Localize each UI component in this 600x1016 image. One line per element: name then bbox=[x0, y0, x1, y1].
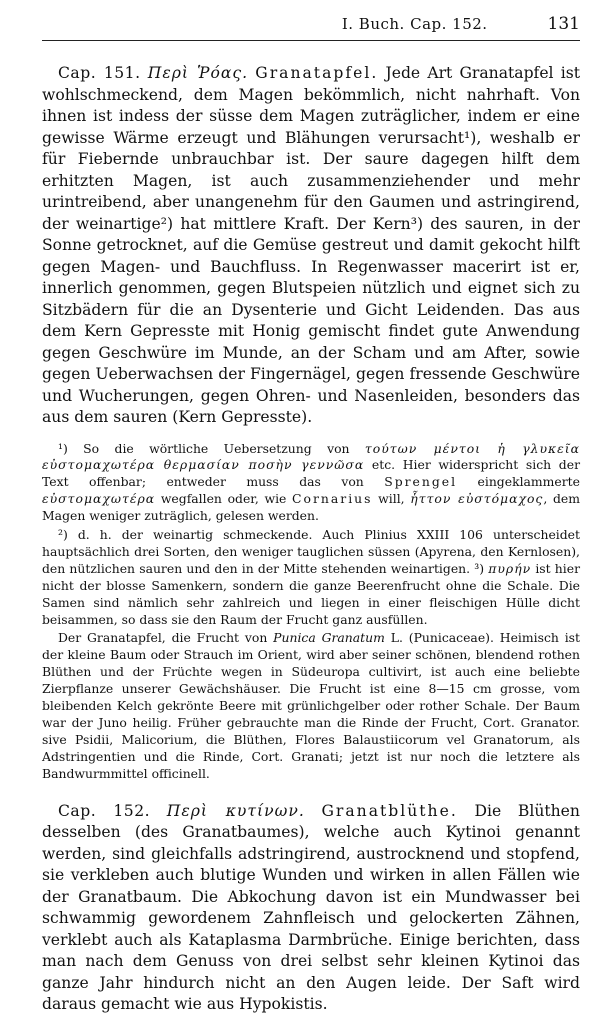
footnote-1-text-a: ¹) So die wörtliche Uebersetzung von bbox=[58, 440, 365, 456]
footnote-3-greek: πυρήν bbox=[488, 560, 532, 576]
chapter-151-german-title: Granatapfel. bbox=[255, 64, 379, 82]
page-header bbox=[42, 14, 580, 41]
page-number: 131 bbox=[547, 14, 580, 34]
footnote-1-greek-c: ἧττον εὐστόμαχος bbox=[410, 491, 544, 507]
botanical-note-species: Punica Granatum bbox=[273, 630, 385, 646]
footnote-1-text-f: , dem Magen weniger zuträglich, gelesen werden. bbox=[42, 491, 580, 524]
footnote-1-text-e: will, bbox=[372, 491, 411, 507]
footnote-1-greek-a: τούτων μέντοι ἡ γλυκεῖα εὐστομαχωτέρα θερμασίαν ποσὴν γεννῶσα bbox=[42, 440, 581, 473]
footnote-1-name-cornarius: Cornarius bbox=[292, 491, 373, 507]
chapter-152-number: Cap. 152. bbox=[58, 801, 151, 820]
footnote-1-text-d: wegfallen oder, wie bbox=[155, 491, 293, 507]
footnote-3-label: ³) bbox=[474, 560, 489, 576]
footnote-1-greek-b: εὐστομαχωτέρα bbox=[42, 491, 156, 507]
botanical-note-text-a: Der Granatapfel, die Frucht von bbox=[58, 630, 274, 646]
chapter-151-paragraph bbox=[42, 63, 580, 429]
footnote-1 bbox=[42, 441, 580, 526]
botanical-note bbox=[42, 630, 580, 782]
chapter-152-german-title: Granatblüthe. bbox=[321, 801, 458, 820]
footnote-3-text: ist hier nicht der blosse Samenkern, sondern die ganze Beerenfrucht ohne die Schale. Die Samen sind nämlich sehr zahlreich und liegen in einer fleischigen Hülle dicht beisammen, so dass sie den Raum der Frucht ganz ausfüllen. bbox=[42, 560, 580, 627]
footnote-1-text-c: eingeklammerte bbox=[457, 474, 580, 490]
footnote-1-text-b: etc. Hier widerspricht sich der Text offenbar; entweder muss das von bbox=[42, 457, 580, 490]
chapter-151-body: Jede Art Granatapfel ist wohlschmeckend, dem Magen bekömmlich, nicht nahrhaft. Von ihnen ist indess der süsse dem Magen zuträglicher, indem er eine gewisse Wärme erzeugt und Blähungen verursacht¹), weshalb er für Fiebernde unbrauchbar ist. Der saure dagegen hilft dem erhitzten Magen, ist auch zusammenziehender und mehr urintreibend, aber unangenehm für den Gaumen und astringirend, der weinartige²) hat mittlere Kraft. Der Kern³) des sauren, in der Sonne getrocknet, auf die Gemüse gestreut und damit gekocht hilft gegen Magen- und Bauchfluss. In Regenwasser macerirt ist er, innerlich genommen, gegen Blutspeien nützlich und eignet sich zu Sitzbädern für die an Dysenterie und Gicht Leidenden. Das aus dem Kern Gepresste mit Honig gemischt findet gute Anwendung gegen Geschwüre im Munde, an der Scham und am After, sowie gegen Ueberwachsen der Fingernägel, gegen fressende Geschwüre und Wucherungen, gegen Ohren- und Nasenleiden, besonders das aus dem sauren (Kern Gepresste). bbox=[42, 64, 580, 426]
chapter-151-number: Cap. 151. bbox=[58, 64, 141, 82]
footnote-2-3 bbox=[42, 527, 580, 628]
footnote-1-name-sprengel: Sprengel bbox=[384, 474, 458, 490]
chapter-152-greek-title: Περὶ κυτίνων. bbox=[166, 801, 305, 820]
running-title: I. Buch. Cap. 152. bbox=[341, 15, 488, 33]
chapter-151-greek-title: Περὶ Ῥόας. bbox=[147, 64, 249, 82]
chapter-152-paragraph bbox=[42, 801, 580, 1016]
botanical-note-text-b: L. (Punicaceae). Heimisch ist der kleine Baum oder Strauch im Orient, wird aber seiner schönen, blendend rothen Blüthen und der Früchte wegen in Südeuropa cultivirt, ist auch eine beliebte Zierpflanze unserer Gewächshäuser. Die Frucht ist eine 8—15 cm grosse, vom bleibenden Kelch gekrönte Beere mit grünlichgelber oder rother Schale. Der Baum war der Juno heilig. Früher gebrauchte man die Rinde der Frucht, Cort. Granator. sive Psidii, Malicorium, die Blüthen, Flores Balaustiicorum vel Granatorum, als Adstringentien und die Rinde, Cort. Granati; jetzt ist nur noch die letztere als Bandwurmmittel officinell. bbox=[42, 630, 581, 781]
chapter-152-body: Die Blüthen desselben (des Granatbaumes), welche auch Kytinoi genannt werden, sind gleichfalls adstringirend, austrocknend und stopfend, sie verkleben auch blutige Wunden und wirken in allen Fällen wie der Granatbaum. Die Abkochung davon ist ein Mundwasser bei schwammig gewordenem Zahnfleisch und gelockerten Zähnen, verklebt auch als Kataplasma Darmbrüche. Einige berichten, dass man nach dem Genuss von drei selbst sehr kleinen Kytinoi das ganze Jahr hindurch nicht an den Augen leide. Der Saft wird daraus gemacht wie aus Hypokistis. bbox=[42, 801, 580, 1014]
footnote-2: ²) d. h. der weinartig schmeckende. Auch Plinius XXIII 106 unterscheidet hauptsächlich drei Sorten, den weniger tauglichen süssen (Apyrena, den Kernlosen), den nützlichen sauren und den in der Mitte stehenden weinartigen. bbox=[42, 527, 580, 576]
